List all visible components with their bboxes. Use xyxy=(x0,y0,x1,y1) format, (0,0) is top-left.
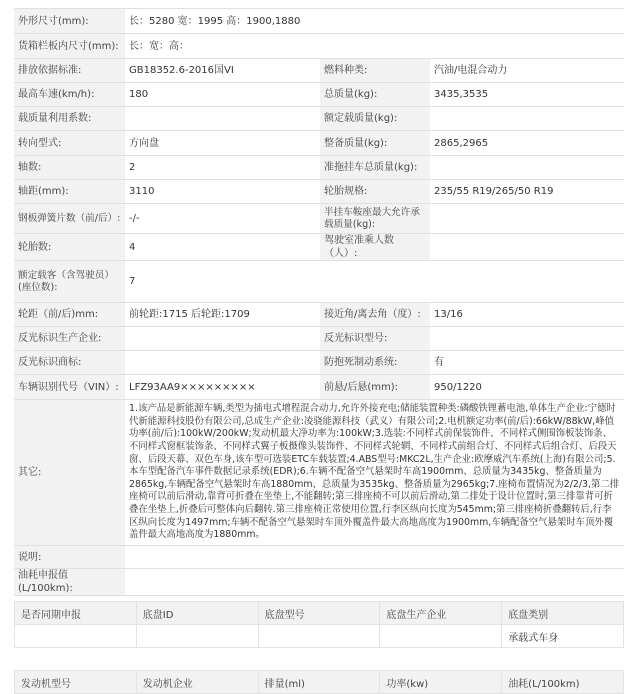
reflector-model-value xyxy=(430,327,624,351)
wheelbase-value: 3110 xyxy=(125,180,320,204)
curb-mass-value: 2865,2965 xyxy=(430,131,624,156)
other-remarks: 1.该产品是新能源车辆,类型为插电式增程混合动力,允许外接充电;储能装置种类:磷酸铁锂蓄电池,单体生产企业:宁德时代新能源科技股份有限公司,总成生产企业:凌骁能源科技（武义）有限公司;2.电机额定功率(前/后):66kW/88kW,峰值功率(前/后):100kW/200kW;发动机最大净功率为:100kW;3.选装:不同样式前保装饰件、不同样式侧围饰板装饰条、不同样式窗框装饰条、不同样式翼子板摄像头装饰件、不同样式轮辋、不同样式前组合灯、不同样式后组合灯、后段天窗、后段天幕、双色车身,该车型可选装ETC车载装置;4.ABS型号:MKC2L,生产企业:欧摩威汽车系统(上海)有限公司;5.本车型配备汽车事件数据记录系统(EDR);6.车辆不配备空气悬架时车高1900mm、总质量为3435kg、整备质量为2865kg,车辆配备空气悬架时车高1880mm、总质量为3535kg、整备质量为2965kg;7.座椅布置情况为2/2/3,第二排座椅可以前后滑动,靠背可折叠在坐垫上,不能翻转;第三排座椅不可以前后滑动,第二排处于设计位置时,第三排靠背可折叠在坐垫上,折叠后可整体向后翻转.第三排座椅正常使用位置,行李区纵向长度为545mm;第三排座椅折叠翻转后,行李区纵向长度为1497mm;车辆不配备空气悬架时车顶外覆盖件最大高地高度为1900mm,车辆配备空气悬架时车顶外覆盖件最大高地高度为1880mm。 xyxy=(125,400,624,546)
spec-row xyxy=(14,234,624,261)
fuel-consumption-value xyxy=(125,569,624,596)
note-label: 说明: xyxy=(14,546,125,569)
reflector-company-value xyxy=(125,327,320,351)
tire-spec-value: 235/55 R19/265/50 R19 xyxy=(430,180,624,204)
spec-row xyxy=(14,9,624,34)
tire-count-label: 轮胎数: xyxy=(14,234,125,261)
trailer-mass-value xyxy=(430,156,624,180)
spec-row xyxy=(14,107,624,131)
emission-label: 排放依据标准: xyxy=(14,59,125,83)
trailer-mass-label: 准拖挂车总质量(kg): xyxy=(320,156,430,180)
spec-row xyxy=(14,131,624,156)
spec-row xyxy=(14,261,624,303)
chassis-cell-model xyxy=(258,625,380,648)
fuel-consumption-label: 油耗申报值(L/100km): xyxy=(14,569,125,596)
track-label: 轮距（前/后)mm: xyxy=(14,303,125,327)
angle-label: 接近角/离去角（度）: xyxy=(320,303,430,327)
chassis-table xyxy=(14,601,624,648)
rated-load-value xyxy=(430,107,624,131)
note-value xyxy=(125,546,624,569)
spec-row xyxy=(14,351,624,375)
cab-passengers-label: 驾驶室准乘人数（人）: xyxy=(320,234,430,261)
cargo-label: 货箱栏板内尺寸(mm): xyxy=(14,34,125,59)
chassis-header-model: 底盘型号 xyxy=(258,602,380,625)
chassis-cell-id xyxy=(136,625,258,648)
abs-label: 防抱死制动系统: xyxy=(320,351,430,375)
emission-value: GB18352.6-2016国VI xyxy=(125,59,320,83)
spring-value: -/- xyxy=(125,204,320,234)
angle-value: 13/16 xyxy=(430,303,624,327)
capacity-label: 额定载客（含驾驶员）(座位数): xyxy=(14,261,125,303)
other-label: 其它: xyxy=(14,400,125,546)
reflector-model-label: 反光标识型号: xyxy=(320,327,430,351)
engine-header-model: 发动机型号 xyxy=(15,671,137,694)
engine-header-maker: 发动机企业 xyxy=(136,671,258,694)
chassis-header-id: 底盘ID xyxy=(136,602,258,625)
dimensions-label: 外形尺寸(mm): xyxy=(14,9,125,34)
saddle-load-value xyxy=(430,204,624,234)
load-util-value xyxy=(125,107,320,131)
steering-label: 转向型式: xyxy=(14,131,125,156)
chassis-header-maker: 底盘生产企业 xyxy=(380,602,502,625)
spec-row xyxy=(14,83,624,107)
curb-mass-label: 整备质量(kg): xyxy=(320,131,430,156)
tire-count-value: 4 xyxy=(125,234,320,261)
spec-row xyxy=(14,180,624,204)
spec-table xyxy=(14,8,624,596)
spec-row xyxy=(14,546,624,569)
chassis-header-sync: 是否同期申报 xyxy=(15,602,137,625)
chassis-header-type: 底盘类别 xyxy=(502,602,624,625)
spec-row xyxy=(14,303,624,327)
tire-spec-label: 轮胎规格: xyxy=(320,180,430,204)
engine-header-consumption: 油耗(L/100km) xyxy=(502,671,624,694)
engine-header-row xyxy=(15,671,624,694)
total-mass-value: 3435,3535 xyxy=(430,83,624,107)
abs-value: 有 xyxy=(430,351,624,375)
spec-row xyxy=(14,400,624,546)
vin-value: LFZ93AA9××××××××× xyxy=(125,375,320,400)
reflector-brand-value xyxy=(125,351,320,375)
spec-row xyxy=(14,34,624,59)
steering-value: 方向盘 xyxy=(125,131,320,156)
axles-label: 轴数: xyxy=(14,156,125,180)
chassis-header-row xyxy=(15,602,624,625)
engine-table xyxy=(14,670,624,694)
spec-row xyxy=(14,375,624,400)
rated-load-label: 额定载质量(kg): xyxy=(320,107,430,131)
cargo-value: 长：宽：高： xyxy=(125,34,624,59)
chassis-cell-type: 承载式车身 xyxy=(502,625,624,648)
reflector-company-label: 反光标识生产企业: xyxy=(14,327,125,351)
reflector-brand-label: 反光标识商标: xyxy=(14,351,125,375)
total-mass-label: 总质量(kg): xyxy=(320,83,430,107)
chassis-cell-maker xyxy=(380,625,502,648)
capacity-value: 7 xyxy=(125,261,624,303)
fuel-label: 燃料种类: xyxy=(320,59,430,83)
track-value: 前轮距:1715 后轮距:1709 xyxy=(125,303,320,327)
axles-value: 2 xyxy=(125,156,320,180)
spec-row xyxy=(14,327,624,351)
cab-passengers-value xyxy=(430,234,624,261)
overhang-label: 前悬/后悬(mm): xyxy=(320,375,430,400)
spec-row xyxy=(14,569,624,596)
engine-header-displacement: 排量(ml) xyxy=(258,671,380,694)
dimensions-value: 长：5280 宽：1995 高：1900,1880 xyxy=(125,9,624,34)
chassis-cell-sync xyxy=(15,625,137,648)
speed-value: 180 xyxy=(125,83,320,107)
spec-row xyxy=(14,204,624,234)
engine-header-power: 功率(kw) xyxy=(380,671,502,694)
saddle-load-label: 半挂车鞍座最大允许承载质量(kg): xyxy=(320,204,430,234)
wheelbase-label: 轴距(mm): xyxy=(14,180,125,204)
spec-row xyxy=(14,59,624,83)
overhang-value: 950/1220 xyxy=(430,375,624,400)
load-util-label: 载质量利用系数: xyxy=(14,107,125,131)
speed-label: 最高车速(km/h): xyxy=(14,83,125,107)
fuel-value: 汽油/电混合动力 xyxy=(430,59,624,83)
chassis-data-row xyxy=(15,625,624,648)
spring-label: 钢板弹簧片数（前/后）: xyxy=(14,204,125,234)
vin-label: 车辆识别代号（VIN）: xyxy=(14,375,125,400)
spec-row xyxy=(14,156,624,180)
